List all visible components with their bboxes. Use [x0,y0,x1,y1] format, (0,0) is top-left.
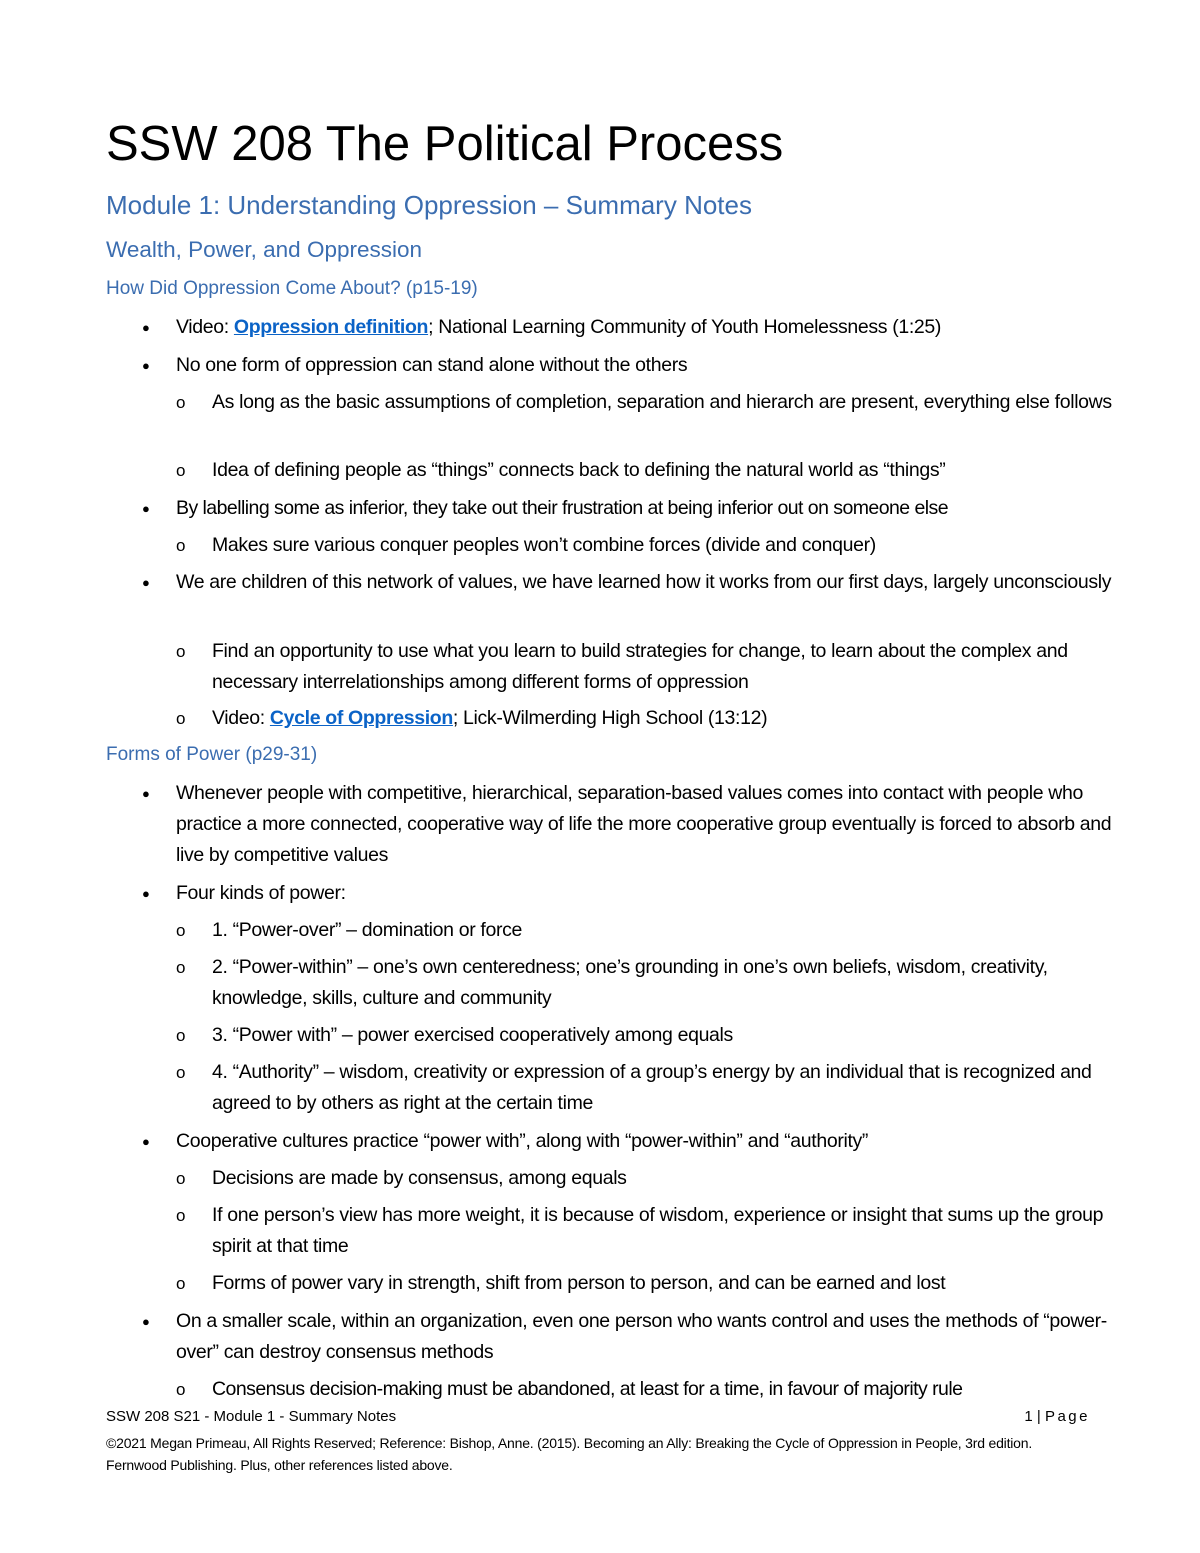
sub-bullet-icon: o [176,393,186,412]
list-item: ● No one form of oppression can stand alone without the others [176,350,1126,381]
list-item: o If one person’s view has more weight, it is because of wisdom, experience or insight that sums up the group spirit at that time [212,1200,1122,1262]
list-item: o Find an opportunity to use what you learn to build strategies for change, to learn about the complex and necessary interrelationships among different forms of oppression [212,636,1122,698]
list-item: o Consensus decision-making must be abandoned, at least for a time, in favour of majority rule [212,1374,1122,1405]
bullet-icon: ● [142,1314,150,1329]
sub-bullet-icon: o [176,709,186,728]
sub-bullet-icon: o [176,1380,186,1399]
footer-copyright-note: ©2021 Megan Primeau, All Rights Reserved; Reference: Bishop, Anne. (2015). Becoming an Ally: Breaking the Cycle of Oppression in People, 3rd edition. Fernwood Publishing. Plus, other references listed above. [106,1435,1033,1473]
sub-bullet-icon: o [176,1274,186,1293]
list-item: ● By labelling some as inferior, they take out their frustration at being inferior out on someone else [176,493,1126,524]
bullet-icon: ● [142,501,150,516]
list-item: o Makes sure various conquer peoples won’t combine forces (divide and conquer) [212,530,1122,561]
sub-bullet-icon: o [176,958,186,977]
bullet-icon: ● [142,1134,150,1149]
sub-bullet-icon: o [176,1026,186,1045]
oppression-definition-link[interactable]: Oppression definition [233,316,429,338]
list-item: o Forms of power vary in strength, shift from person to person, and can be earned and lost [212,1268,1122,1299]
section-heading: Wealth, Power, and Oppression [106,237,423,262]
list-item: o As long as the basic assumptions of completion, separation and hierarch are present, everything else follows [212,387,1122,418]
subsection-heading-oppression: How Did Oppression Come About? (p15-19) [106,278,478,299]
footer-page-number: 1 | Page [1024,1408,1090,1425]
cycle-of-oppression-link[interactable]: Cycle of Oppression [269,707,453,729]
sub-bullet-icon: o [176,461,186,480]
sub-bullet-icon: o [176,536,186,555]
list-item: o Decisions are made by consensus, among equals [212,1163,1122,1194]
list-item: o 1. “Power-over” – domination or force [212,915,1122,946]
sub-bullet-icon: o [176,921,186,940]
footer-course-label: SSW 208 S21 - Module 1 - Summary Notes [106,1408,397,1425]
list-item: ● Video: Oppression definition; National Learning Community of Youth Homelessness (1:25) [176,312,1126,343]
module-subtitle: Module 1: Understanding Oppression – Summary Notes [106,190,752,220]
sub-bullet-icon: o [176,1063,186,1082]
bullet-icon: ● [142,786,150,801]
list-item: o 3. “Power with” – power exercised cooperatively among equals [212,1020,1122,1051]
sub-bullet-icon: o [176,642,186,661]
list-item: ● We are children of this network of values, we have learned how it works from our first days, largely unconsciously [176,567,1126,598]
list-item: ● Cooperative cultures practice “power with”, along with “power-within” and “authority” [176,1126,1126,1157]
sub-bullet-icon: o [176,1206,186,1225]
list-item: o Video: Cycle of Oppression; Lick-Wilmerding High School (13:12) [212,703,1122,734]
list-item: ● Four kinds of power: [176,878,1126,909]
list-item: o 4. “Authority” – wisdom, creativity or expression of a group’s energy by an individual that is recognized and agreed to by others as right at the certain time [212,1057,1122,1119]
list-item: ● On a smaller scale, within an organization, even one person who wants control and uses the methods of “power-over” can destroy consensus methods [176,1306,1126,1368]
sub-bullet-icon: o [176,1169,186,1188]
page-title: SSW 208 The Political Process [106,117,784,171]
subsection-heading-power: Forms of Power (p29-31) [106,744,318,765]
bullet-icon: ● [142,575,150,590]
list-item: o 2. “Power-within” – one’s own centeredness; one’s grounding in one’s own beliefs, wisdom, creativity, knowledge, skills, culture and community [212,952,1122,1014]
bullet-icon: ● [142,358,150,373]
list-item: ● Whenever people with competitive, hierarchical, separation-based values comes into contact with people who practice a more connected, cooperative way of life the more cooperative group eventually is forced to absorb and live by competitive values [176,778,1126,871]
bullet-icon: ● [142,320,150,335]
bullet-icon: ● [142,886,150,901]
list-item: o Idea of defining people as “things” connects back to defining the natural world as “things” [212,455,1122,486]
